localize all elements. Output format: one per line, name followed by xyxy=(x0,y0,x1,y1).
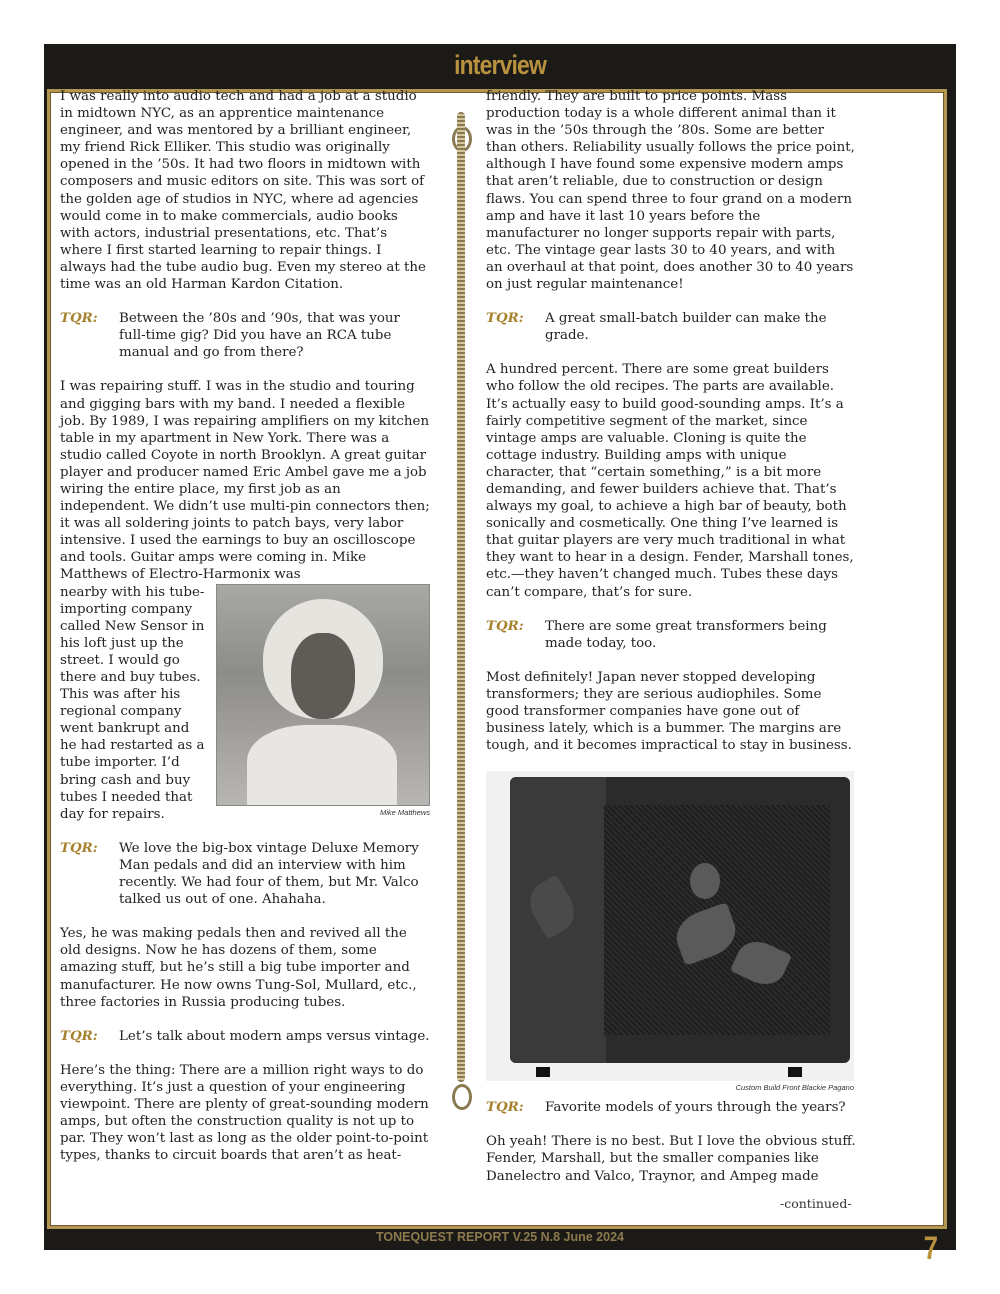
paragraph: friendly. They are built to price points. Mass production today is a whole different animal than it was in the ’50s through the ’80s. Some are better than others. Reliability usually follows the price point, although I have found some expensive modern amps that aren’t reliable, due to construction or design flaws. You can spend three to four grand on a modern amp and have it last 10 years before the manufacturer no longer supports repair with parts, etc. The vintage gear lasts 30 to 40 years, and with an overhaul at that point, does another 30 to 40 years on just regular maintenance! xyxy=(486,89,855,293)
question xyxy=(486,1099,856,1116)
question xyxy=(60,1028,430,1045)
right-column xyxy=(486,88,856,1202)
question xyxy=(60,310,430,361)
chain-divider xyxy=(450,82,472,1114)
page-number: 7 xyxy=(923,1230,939,1266)
question xyxy=(60,840,430,908)
tqr-label: TQR: xyxy=(60,310,98,327)
paragraph: I was really into audio tech and had a job at a studio in midtown NYC, as an apprentice maintenance engineer, and was mentored by a brilliant engineer, my friend Rick Elliker. This studio was originally opened in the ’50s. It had two floors in midtown with composers and music editors on site. This was sort of the golden age of studios in NYC, where ad agencies would come in to make commercials, audio books with actors, industrial presentations, etc. That’s where I first started learning to repair things. I always had the tube audio bug. Even my stereo at the time was an old Harman Kardon Citation. xyxy=(60,89,426,293)
question-text: We love the big-box vintage Deluxe Memory Man pedals and did an interview with him recently. We had four of them, but Mr. Valco talked us out of one. Ahahaha. xyxy=(119,840,419,908)
header-bar xyxy=(44,44,956,89)
amp-foot xyxy=(788,1067,802,1077)
question-text: Let’s talk about modern amps versus vintage. xyxy=(119,1028,430,1044)
tqr-label: TQR: xyxy=(60,1027,98,1044)
publication-footer: TONEQUEST REPORT V.25 N.8 June 2024 xyxy=(375,1230,624,1244)
section-title: interview xyxy=(454,50,546,80)
left-column xyxy=(60,88,430,1181)
paragraph-with-photo xyxy=(60,584,430,823)
paragraph: Oh yeah! There is no best. But I love the obvious stuff. Fender, Marshall, but the smaller companies like Danelectro and Valco, Traynor, and Ampeg made xyxy=(486,1134,856,1184)
photo-shirt-shape xyxy=(247,725,397,806)
chain-ring-bottom xyxy=(452,1084,472,1110)
question xyxy=(486,310,856,344)
question-text: A great small-batch builder can make the grade. xyxy=(545,311,827,344)
question xyxy=(486,618,856,652)
paragraph: Yes, he was making pedals then and revived all the old designs. Now he has dozens of them, some amazing stuff, but he’s still a big tube importer and manufacturer. He now owns Tung-Sol, Mullard, etc., three factories in Russia producing tubes. xyxy=(60,926,417,1010)
photo-caption: Mike Matthews xyxy=(379,807,430,817)
paragraph: A hundred percent. There are some great builders who follow the old recipes. The parts are available. It’s actually easy to build good-sounding amps. It’s a fairly competitive segment of the market, since vintage amps are valuable. Cloning is quite the cottage industry. Building amps with unique character, that “certain something,” is a bit more demanding, and fewer builders achieve that. That’s always my goal, to achieve a high bar of beauty, both sonically and cosmetically. One thing I’ve learned is that guitar players are very much traditional in what they want to hear in a design. Fender, Marshall tones, etc.—they haven’t changed much. Tubes these days can’t compare, that’s for sure. xyxy=(486,362,854,600)
paragraph: Here’s the thing: There are a million right ways to do everything. It’s just a question of your engineering viewpoint. There are plenty of great-sounding modern amps, but often the construction quality is not up to par. They won’t last as long as the older point-to-point types, thanks to circuit boards that aren’t as heat- xyxy=(60,1062,429,1164)
tqr-label: TQR: xyxy=(486,310,524,327)
amp-photo xyxy=(486,771,854,1081)
paragraph: Most definitely! Japan never stopped developing transformers; they are serious audiophiles. Some good transformer companies have gone out of business lately, which is a bummer. The margins are tough, and it becomes impractical to stay in business. xyxy=(486,669,852,754)
mike-matthews-photo xyxy=(216,584,430,806)
continued-marker: -continued- xyxy=(780,1196,852,1211)
photo-figure xyxy=(216,584,430,818)
paragraph-text: nearby with his tube-importing company called New Sensor in his loft just up the street. I would go there and buy tubes. This was after his regional company went bankrupt and he had restarted as a tube importer. I’d bring cash and buy tubes I needed that day for repairs. xyxy=(60,584,205,822)
tqr-label: TQR: xyxy=(486,1099,524,1116)
photo-caption: Custom Build Front Blackie Pagano xyxy=(735,1083,854,1093)
chain-links xyxy=(457,112,465,1082)
question-text: Between the ’80s and ’90s, that was your full-time gig? Did you have an RCA tube manual and go from there? xyxy=(119,311,400,361)
question-text: Favorite models of yours through the years? xyxy=(545,1100,846,1116)
photo-face-shape xyxy=(291,633,355,719)
tqr-label: TQR: xyxy=(486,617,524,634)
question-text: There are some great transformers being made today, too. xyxy=(545,618,827,651)
amp-foot xyxy=(536,1067,550,1077)
amp-figure xyxy=(486,771,854,1093)
tqr-label: TQR: xyxy=(60,839,98,856)
paragraph: I was repairing stuff. I was in the studio and touring and gigging bars with my band. I needed a flexible job. By 1989, I was repairing amplifiers on my kitchen table in my apartment in New York. There was a studio called Coyote in north Brooklyn. A great guitar player and producer named Eric Ambel gave me a job wiring the entire place, my first job as an independent. We didn’t use multi-pin connectors then; it was all soldering joints to patch bays, very labor intensive. I used the earnings to buy an oscilloscope and tools. Guitar amps were coming in. Mike Matthews of Electro-Harmonix was xyxy=(60,379,430,583)
